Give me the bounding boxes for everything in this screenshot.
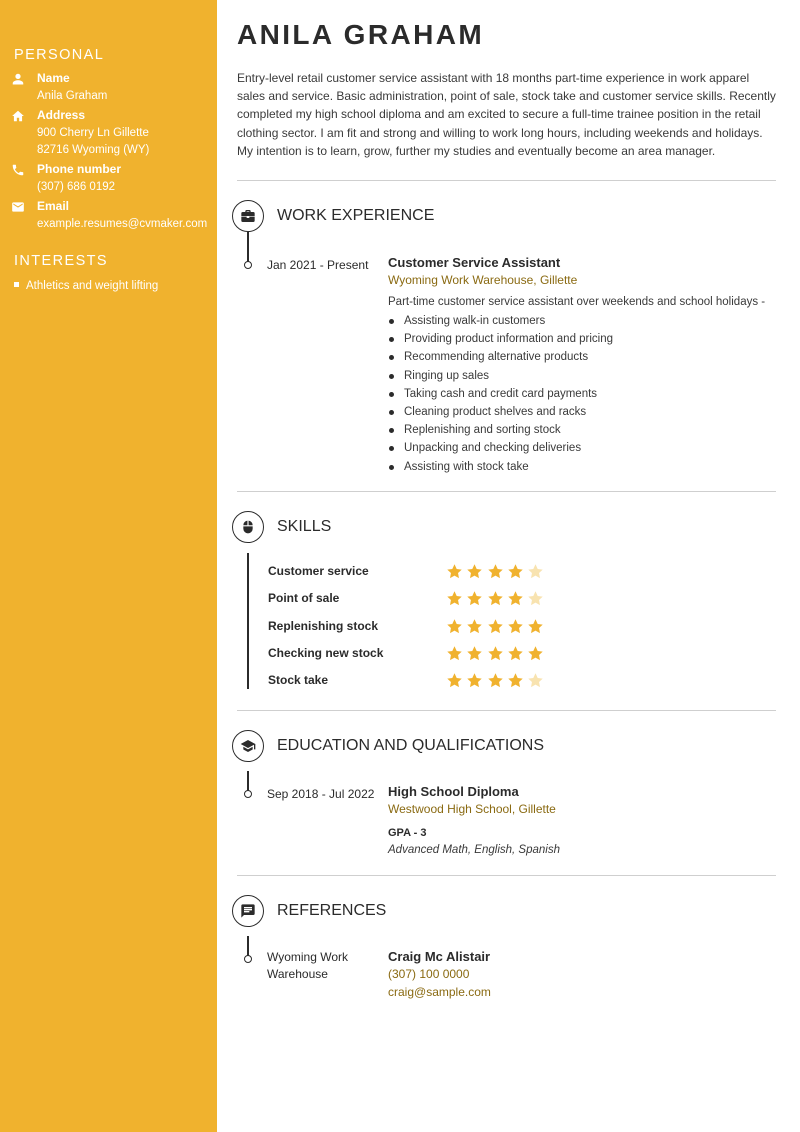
star-filled-icon bbox=[466, 590, 483, 607]
skills-section-title: SKILLS bbox=[277, 518, 332, 535]
star-filled-icon bbox=[527, 618, 544, 635]
list-item: Unpacking and checking deliveries bbox=[388, 439, 613, 457]
mail-icon bbox=[11, 200, 25, 214]
list-item: Replenishing and sorting stock bbox=[388, 421, 613, 439]
star-filled-icon bbox=[446, 645, 463, 662]
interest-item bbox=[14, 280, 158, 292]
address-line-2: 82716 Wyoming (WY) bbox=[37, 143, 150, 156]
list-item: Cleaning product shelves and racks bbox=[388, 403, 613, 421]
reference-phone[interactable]: (307) 100 0000 bbox=[388, 967, 470, 981]
references-section-icon bbox=[232, 895, 264, 927]
timeline-line bbox=[247, 936, 249, 956]
skill-name: Checking new stock bbox=[268, 645, 384, 660]
address-label: Address bbox=[37, 108, 86, 122]
timeline-node bbox=[244, 955, 252, 963]
school-name: Westwood High School, Gillette bbox=[388, 802, 556, 816]
list-item: Assisting walk-in customers bbox=[388, 312, 613, 330]
skill-row bbox=[268, 672, 568, 690]
employer: Wyoming Work Warehouse, Gillette bbox=[388, 273, 578, 287]
divider bbox=[237, 180, 776, 181]
reference-company-line-2: Warehouse bbox=[267, 967, 328, 981]
mouse-icon bbox=[241, 519, 255, 535]
profile-summary: Entry-level retail customer service assistant with 18 months part-time experience in work apparel sales and service. Basic administration, point of sale, stock take and customer service skills. Recently completed my high school diploma and am excited to secure a full-time trainee position in the retail clothing sector. I am fit and strong and willing to work long hours, including weekends and holidays. My intention is to learn, grow, further my studies and eventually become an area manager. bbox=[237, 71, 776, 158]
interest-label: Athletics and weight lifting bbox=[26, 280, 159, 292]
star-filled-icon bbox=[466, 645, 483, 662]
skill-name: Point of sale bbox=[268, 591, 340, 606]
sidebar bbox=[0, 0, 217, 1132]
list-item: Ringing up sales bbox=[388, 367, 613, 385]
skill-row bbox=[268, 645, 568, 663]
interests-heading: INTERESTS bbox=[14, 253, 108, 269]
graduation-cap-icon bbox=[239, 738, 257, 754]
star-filled-icon bbox=[446, 563, 463, 580]
divider bbox=[237, 710, 776, 711]
candidate-name: ANILA GRAHAM bbox=[237, 19, 485, 50]
star-filled-icon bbox=[487, 590, 504, 607]
skill-name: Customer service bbox=[268, 564, 369, 578]
name-label: Name bbox=[37, 71, 70, 85]
timeline-line bbox=[247, 771, 249, 791]
reference-company-line-1: Wyoming Work bbox=[267, 950, 349, 964]
skill-name: Stock take bbox=[268, 673, 329, 688]
skill-name: Replenishing stock bbox=[268, 618, 379, 633]
address-value bbox=[37, 125, 149, 158]
list-item: Providing product information and pricing bbox=[388, 330, 613, 348]
star-filled-icon bbox=[446, 590, 463, 607]
timeline-line bbox=[247, 232, 249, 262]
education-date: Sep 2018 - Jul 2022 bbox=[267, 787, 375, 801]
work-date: Jan 2021 - Present bbox=[267, 258, 369, 272]
star-filled-icon bbox=[466, 563, 483, 580]
phone-label: Phone number bbox=[37, 162, 122, 176]
divider bbox=[237, 875, 776, 876]
star-filled-icon bbox=[507, 672, 524, 689]
reference-company bbox=[267, 949, 348, 983]
star-filled-icon bbox=[466, 618, 483, 635]
job-intro: Part-time customer service assistant over weekends and school holidays - bbox=[388, 296, 766, 308]
list-item: Assisting with stock take bbox=[388, 458, 613, 476]
star-filled-icon bbox=[446, 618, 463, 635]
email-label: Email bbox=[37, 199, 70, 213]
star-filled-icon bbox=[507, 590, 524, 607]
timeline-node bbox=[244, 790, 252, 798]
star-empty-icon bbox=[527, 590, 544, 607]
skills-section-icon bbox=[232, 511, 264, 543]
education-section-title: EDUCATION AND QUALIFICATIONS bbox=[277, 737, 544, 754]
skill-row bbox=[268, 590, 568, 608]
skill-row bbox=[268, 618, 568, 636]
address-line-1: 900 Cherry Ln Gillette bbox=[37, 127, 149, 139]
work-section-title: WORK EXPERIENCE bbox=[277, 207, 435, 224]
name-value: Anila Graham bbox=[37, 90, 108, 102]
person-icon bbox=[11, 72, 25, 86]
star-filled-icon bbox=[446, 672, 463, 689]
star-filled-icon bbox=[507, 618, 524, 635]
bullet-icon bbox=[14, 282, 19, 287]
duties-list bbox=[388, 312, 613, 476]
personal-heading: PERSONAL bbox=[14, 47, 105, 63]
star-filled-icon bbox=[507, 645, 524, 662]
star-filled-icon bbox=[507, 563, 524, 580]
job-title: Customer Service Assistant bbox=[388, 255, 561, 270]
list-item: Taking cash and credit card payments bbox=[388, 385, 613, 403]
chat-icon bbox=[240, 903, 256, 919]
reference-name: Craig Mc Alistair bbox=[388, 949, 491, 964]
subjects: Advanced Math, English, Spanish bbox=[388, 844, 560, 856]
star-filled-icon bbox=[487, 618, 504, 635]
email-value: example.resumes@cvmaker.com bbox=[37, 218, 208, 230]
divider bbox=[237, 491, 776, 492]
star-filled-icon bbox=[487, 672, 504, 689]
star-empty-icon bbox=[527, 672, 544, 689]
list-item: Recommending alternative products bbox=[388, 348, 613, 366]
star-filled-icon bbox=[466, 672, 483, 689]
degree-title: High School Diploma bbox=[388, 784, 519, 799]
timeline-node bbox=[244, 261, 252, 269]
references-section-title: REFERENCES bbox=[277, 902, 387, 919]
work-section-icon bbox=[232, 200, 264, 232]
gpa: GPA - 3 bbox=[388, 827, 427, 839]
star-filled-icon bbox=[527, 645, 544, 662]
home-icon bbox=[11, 109, 25, 123]
star-empty-icon bbox=[527, 563, 544, 580]
skill-row bbox=[268, 563, 568, 581]
star-filled-icon bbox=[487, 645, 504, 662]
star-filled-icon bbox=[487, 563, 504, 580]
education-section-icon bbox=[232, 730, 264, 762]
phone-icon bbox=[11, 163, 25, 177]
briefcase-icon bbox=[240, 208, 256, 224]
phone-value: (307) 686 0192 bbox=[37, 181, 116, 193]
reference-email[interactable]: craig@sample.com bbox=[388, 985, 491, 999]
skills-line bbox=[247, 553, 249, 689]
